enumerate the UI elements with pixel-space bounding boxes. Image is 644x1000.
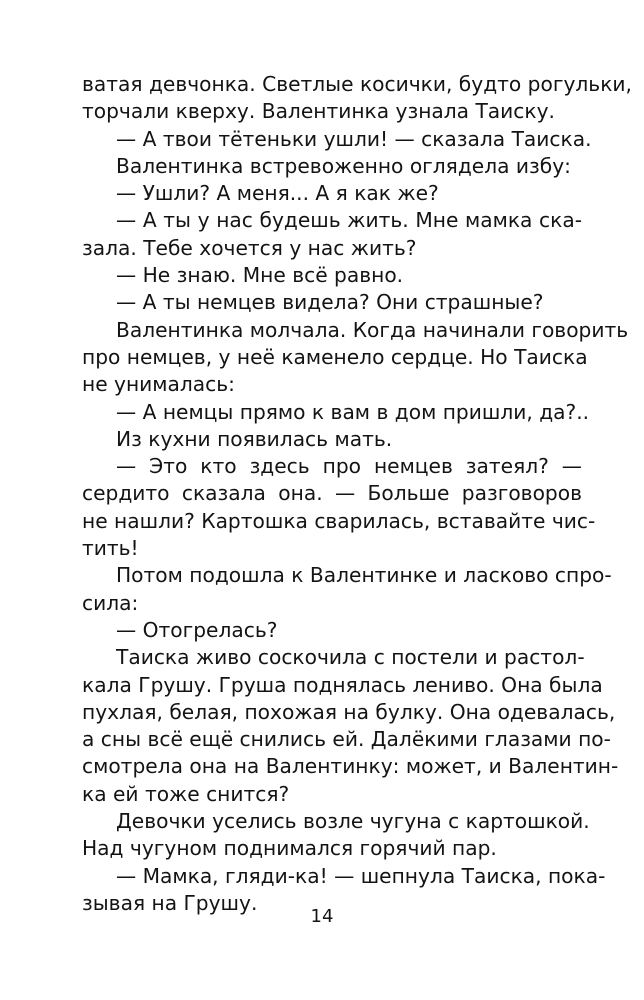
text-line: — Мамка, гляди-ка! — шепнула Таиска, пока- [116,863,606,888]
text-line: зывая на Грушу. [82,890,258,915]
text-line: — А ты у нас будешь жить. Мне мамка ска- [116,208,582,233]
text-line: зала. Тебе хочется у нас жить? [82,235,417,260]
text-line: торчали кверху. Валентинка узнала Таиску. [82,99,555,124]
text-line: ватая девчонка. Светлые косички, будто рогульки, [82,72,632,96]
text-line: про немцев, у неё каменело сердце. Но Таиска [82,344,588,369]
text-line: не нашли? Картошка сварилась, вставайте чис- [82,508,596,533]
text-line: — Не знаю. Мне всё равно. [116,263,404,288]
text-line: — Отогрелась? [116,617,278,642]
text-line: — А немцы прямо к вам в дом пришли, да?.. [116,399,590,424]
text-line: ка ей тоже снится? [82,781,290,806]
text-line: кала Грушу. Груша поднялась лениво. Она была [82,672,603,697]
text-line: тить! [82,536,139,561]
text-line: — Это кто здесь про немцев затеял? — [116,454,582,479]
text-line: Валентинка встревоженно оглядела избу: [116,153,571,178]
text-line: не унималась: [82,372,235,397]
text-line: Девочки уселись возле чугуна с картошкой. [116,809,590,834]
text-line: Из кухни появилась мать. [116,426,393,451]
text-line: Потом подошла к Валентинке и ласково спро- [116,563,612,588]
text-line: сердито сказала она. — Больше разговоров [82,481,582,506]
page-number: 14 [310,906,334,927]
text-line: Над чугуном поднимался горячий пар. [82,836,497,861]
text-line: сила: [82,590,139,615]
text-line: — Ушли? А меня... А я как же? [116,181,439,206]
text-line: пухлая, белая, похожая на булку. Она одевалась, [82,699,616,724]
text-line: Валентинка молчала. Когда начинали говорить [116,317,629,342]
text-line: — А ты немцев видела? Они страшные? [116,290,544,315]
text-line: смотрела она на Валентинку: может, и Валентин- [82,754,619,779]
text-line: — А твои тётеньки ушли! — сказала Таиска. [116,126,592,151]
text-line: а сны всё ещё снились ей. Далёкими глазами по- [82,727,611,752]
text-line: Таиска живо соскочила с постели и растол- [116,645,585,670]
page-text [82,71,632,917]
